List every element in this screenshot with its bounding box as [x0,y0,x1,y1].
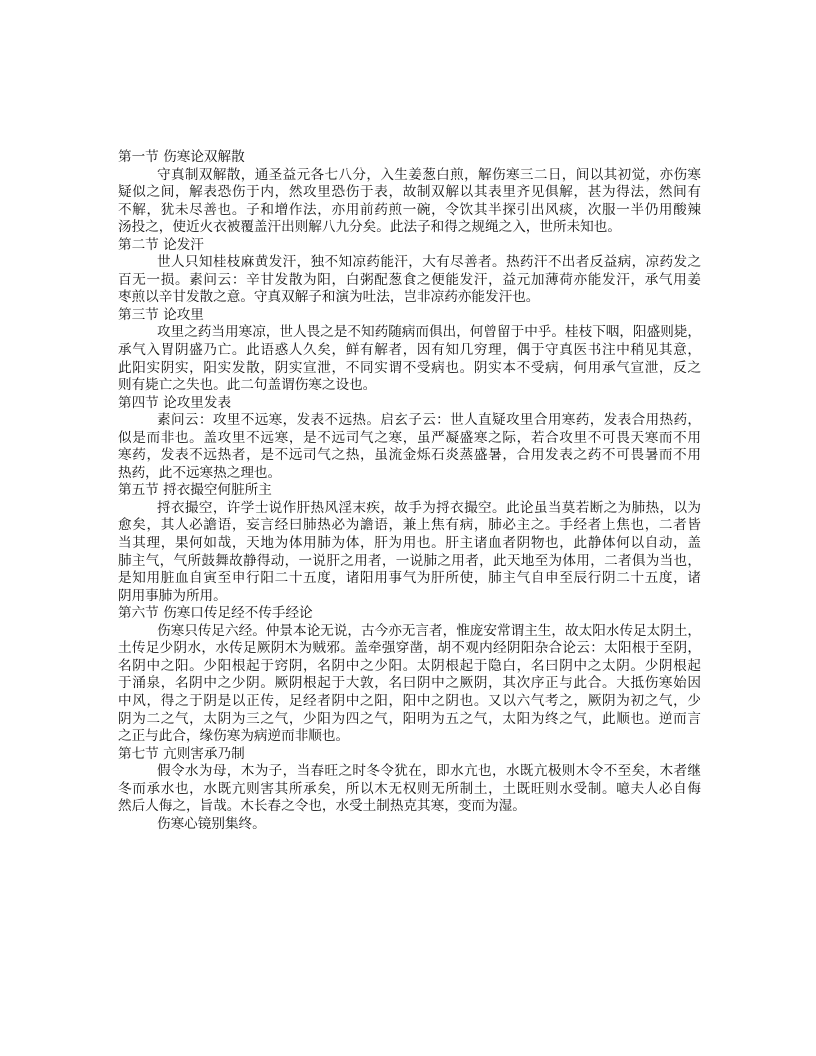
section [118,237,701,307]
text-line: 不解，犹未尽善也。子和增作法，亦用前药煎一碗，令饮其半探引出风痰，次服一半仍用酸辣 [118,201,701,218]
text-line: 热药，此不远寒热之理也。 [118,464,282,481]
paragraph [118,412,701,482]
text-line: 世人只知桂枝麻黄发汗，独不知凉药能汗，大有尽善者。热药汗不出者反益病，凉药发之 [157,254,701,271]
text-line: 此阳实阴实，阳实发散，阴实宣泄，不同实谓不受病也。阴实本不受病，何用承气宣泄，反之 [118,359,701,376]
text-line: 冬而承水也，水既亢则害其所承矣，所以木无权则无所制土，土既旺则水受制。噫夫人必自侮 [118,780,701,797]
section [118,482,701,605]
text-line: 阴为二之气，太阴为三之气，少阳为四之气，阳明为五之气，太阳为终之气，此顺也。逆而言 [118,710,701,727]
text-line: 假令水为母，木为子，当春旺之时冬令犹在，即水亢也，水既亢极则木令不至矣，木者继 [157,763,701,780]
text-line: 似是而非也。盖攻里不远寒，是不远司气之寒，虽严凝盛寒之际，若合攻里不可畏天寒而不用 [118,429,701,446]
section-heading: 第四节 论攻里发表 [118,394,232,411]
section [118,307,701,395]
section-heading: 第二节 论发汗 [118,236,204,253]
paragraph [118,167,701,237]
text-line: 百无一损。素问云：辛甘发散为阳，白粥配葱食之便能发汗，益元加薄荷亦能发汗，承气用姜 [118,271,701,288]
text-line: 土传足少阴水，水传足厥阴木为贼邪。盖牵强穿凿，胡不观内经阴阳杂合论云：太阳根于至阴， [118,640,701,657]
text-line: 愈矣，其人必譫语，妄言经曰肺热必为譫语，兼上焦有病，肺必主之。手经者上焦也，二者皆 [118,517,701,534]
text-line: 是知用脏血自寅至申行阳二十五度，诸阳用事气为肝所使，肺主气自申至辰行阴二十五度，诸 [118,570,701,587]
section-heading: 第五节 捋衣撮空何脏所主 [118,482,272,499]
text-line: 伤寒心镜别集终。 [157,815,266,832]
section-heading: 第六节 伤寒口传足经不传手经论 [118,605,313,622]
text-line: 承气入胃阴盛乃亡。此语惑人久矣，鲜有解者，因有知几穷理，偶于守真医书注中稍见其意， [118,342,701,359]
text-line: 枣煎以辛甘发散之意。守真双解子和演为吐法，岂非凉药亦能发汗也。 [118,289,540,306]
text-line: 寒药，发表不远热者，是不远司气之热，虽流金烁石炎蒸盛暑，合用发表之药不可畏暑而不用 [118,447,701,464]
paragraph [118,816,701,834]
section [118,605,701,745]
text-line: 于涌泉，名阴中之少阴。厥阴根起于大敦，名曰阴中之厥阴，其次序正与此合。大抵伤寒始因 [118,675,701,692]
text-line: 汤投之，使近火衣被覆盖汗出则解八九分矣。此法子和得之规绳之入，世所未知也。 [118,219,621,236]
text-line: 素问云：攻里不远寒，发表不远热。启玄子云：世人直疑攻里合用寒药，发表合用热药， [157,412,701,429]
text-line: 捋衣撮空，许学士说作肝热风淫末疾，故手为捋衣撮空。此论虽当莫若断之为肺热，以为 [157,499,701,516]
text-line: 然后人侮之，旨哉。木长春之令也，水受土制热克其寒，变而为湿。 [118,798,526,815]
paragraph [118,623,701,746]
document-body [118,149,701,833]
section-heading: 第一节 伤寒论双解散 [118,149,245,165]
text-line: 当其理，果何如哉，天地为体用肺为体，肝为用也。肝主诸血者阴物也，此静体何以自动，盖 [118,535,701,552]
paragraph [118,500,701,605]
paragraph [118,254,701,307]
text-line: 攻里之药当用寒凉，世人畏之是不知药随病而俱出，何曾留于中乎。桂枝下咽，阳盛则毙， [157,324,701,341]
text-line: 肺主气，气所鼓舞故静得动，一说肝之用者，一说肺之用者，此天地至为体用，二者俱为当也， [118,552,701,569]
section [118,395,701,483]
text-line: 疑似之间，解表恐伤于内，然攻里恐伤于表，故制双解以其表里齐见俱解，甚为得法，然间有 [118,184,701,201]
paragraph [118,763,701,816]
section-heading: 第三节 论攻里 [118,306,204,323]
text-line: 守真制双解散，通圣益元各七八分，入生姜葱白煎，解伤寒三二日，间以其初觉，亦伤寒 [157,166,701,183]
text-line: 伤寒只传足六经。仲景本论无说，古今亦无言者，惟庞安常谓主生，故太阳水传足太阴土， [157,622,701,639]
paragraph [118,324,701,394]
text-line: 阴用事肺为所用。 [118,587,227,604]
section-heading: 第七节 亢则害承乃制 [118,745,245,762]
section [118,149,701,237]
text-line: 则有毙亡之失也。此二句盖谓伤寒之设也。 [118,377,377,394]
text-line: 之正与此合，缘伤寒为病逆而非顺也。 [118,728,350,745]
text-line: 中风，得之于阴是以正传，足经者阴中之阳，阳中之阴也。又以六气考之，厥阴为初之气，少 [118,692,701,709]
section [118,746,701,834]
text-line: 名阴中之阳。少阳根起于窍阴，名阴中之少阳。太阴根起于隐白，名曰阴中之太阴。少阴根起 [118,657,701,674]
